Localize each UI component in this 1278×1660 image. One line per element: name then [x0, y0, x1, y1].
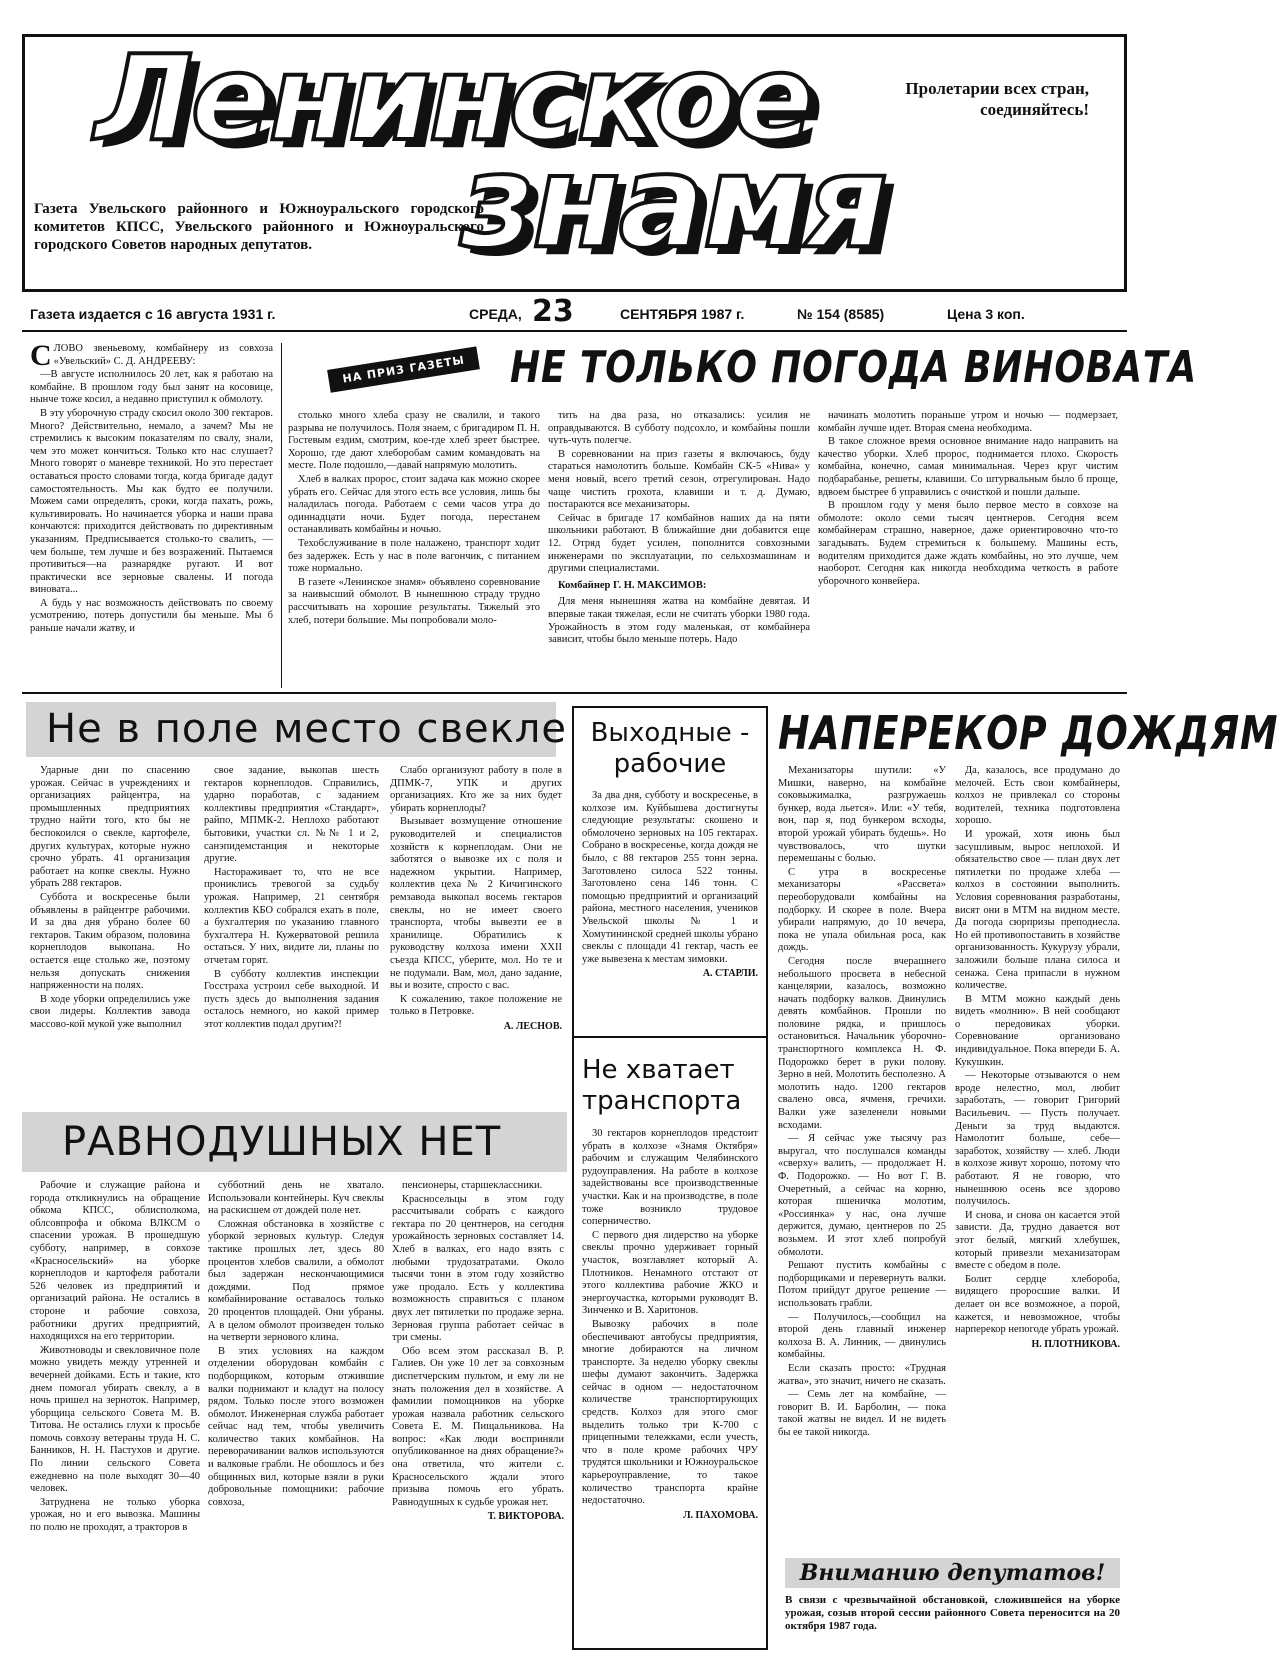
month-year: СЕНТЯБРЯ 1987 г. [620, 306, 745, 322]
paragraph: А будь у нас возможность действовать по своему усмотрению, потерь допустили бы меньше. Мы б раньше начали жатву, и [30, 597, 273, 635]
headline-beet-field: Не в поле место свекле [26, 702, 556, 757]
paragraph: — Семь лет на комбайне, — говорит В. И. Барболин, — пока такой жатвы не видел. И не видеть бы ее такой никогда. [778, 1389, 946, 1438]
paragraph: В ходе уборки определились уже свои лидеры. Коллектив завода массово-кой мукой уже выполнил [30, 993, 190, 1030]
paragraph: 30 гектаров корнеплодов предстоит убрать в колхозе «Знамя Октября» рабочим и служащим Челябинского рудоуправления. На работе в колхозе задействованы все производственные участки. Как и на производстве, в поле тоже возникло трудовое соперничество. [582, 1128, 758, 1228]
paragraph: Сегодня после вчерашнего небольшого просвета в небесной канцелярии, казалось, возможно начать подборку валков. Двинулись девять комбайнов. Прошли по половине рядка, и пришлось остановиться. Начальник уборочно-транспортного комплекса Н. Ф. Подорожко берет в руки полову. Зерно в ней. Молотить бесполезно. А молотить надо. 1200 гектаров свалено овса, ячменя, гречихи. Валки уже зазеленели новыми всходами. [778, 955, 946, 1131]
paragraph: Решают пустить комбайны с подборщиками и перевернуть валки. Потом прийдут другое решение — использовать грабли. [778, 1260, 946, 1309]
author-signature: Л. ПАХОМОВА. [683, 1509, 758, 1521]
paragraph: В соревновании на приз газеты я включаюсь, буду стараться намолотить больше. Комбайн СК-5 «Нива» у меня новый, всего третий сезон, отрегулирован. Надо чаще чистить грохота, клавиши и т. д. Думаю, постараются все механизаторы. [548, 448, 810, 511]
issue-number: № 154 (8585) [797, 306, 885, 322]
paragraph: Обо всем этом рассказал В. Р. Галиев. Он уже 10 лет за совхозным диспетчерским пультом, и ему ли не знать положения дел в хозяйстве. А фамилии помощников на уборке урожая назвала работник сельского Совета Е. М. Пищальникова. На вопрос: «Как люди восприняли опубликованное на днях обращение?» она ответила, что жители с. Красносельского ждали этого призыва помочь его убрать. Равнодушных к судьбе урожая нет. [392, 1345, 564, 1508]
paragraph: свое задание, выкопав шесть гектаров корнеплодов. Справились, ударно поработав, с заданием коллективы предприятия «Стандарт», райпо, МПМК-2. Неплохо работают бытовики, участки сл. №№ 1 и 2, санэпидемстанция и некоторые другие. [204, 765, 379, 865]
paragraph: Затруднена не только уборка урожая, но и его вывозка. Машины по полю не проходят, а тракторов в [30, 1496, 200, 1534]
article6-column-1 [778, 765, 946, 1633]
author-signature: Н. ПЛОТНИКОВА. [1031, 1338, 1120, 1350]
paragraph: Для меня нынешняя жатва на комбайне девятая. И впервые такая тяжелая, если не считать уборки 1980 года. Урожайность в этом году маленькая, от комбайнера зависит, чтобы было меньше потерь. Надо [548, 596, 810, 646]
article1-column-1 [30, 339, 273, 686]
headline-not-only-weather: НЕ ТОЛЬКО ПОГОДА ВИНОВАТА [510, 342, 1198, 393]
slogan: Пролетарии всех стран, соединяйтесь! [905, 79, 1089, 119]
paragraph: В МТМ можно каждый день видеть «молнию». В ней сообщают о передовиках уборки. Соревнование организовано индивидуальное. Пока впереди Б. А. Кукушкин. [955, 993, 1120, 1068]
prize-badge: НА ПРИЗ ГАЗЕТЫ [327, 346, 480, 392]
paragraph: В этих условиях на каждом отделении оборудован комбайн с подборщиком, которым отжившие валки поднимают и кладут на полосу рядом. Только после этого возможен обмолот. Инженерная служба работает сейчас над тем, чтобы увеличить количество таких комбайнов. На переворачивании валков используются и валковые грабли. Не обошлось и без общинных вил, которые взяли в руки добровольные помощники: рабочие совхоза, [208, 1345, 384, 1508]
paragraph: Вызывает возмущение отношение руководителей и специалистов хозяйств к корнеплодам. Они не заботятся о вывозке их с поля и надежном укрытии. Например, коллектив цеха № 2 Кичигинского ремзавода выкопал восемь гектаров свеклы, но не имеет своего транспорта, чтобы вывезти ее в хранилище. Обратились к руководству колхоза имени XXII съезда КПСС, уберите, мол. Но те и не подумали. Вам, мол, дано задание, вы и возите, спросто с вас. [390, 816, 562, 992]
paragraph: Сейчас в бригаде 17 комбайнов наших да на пяти школьники работают. В ближайшие дни добавится еще 12. Отряд будет усилен, пополнится совхозными инженерами по эксплуатации, по сельхозмашинам и другими специалистами. [548, 512, 810, 575]
article3-column-3 [392, 1180, 564, 1648]
paragraph: тить на два раза, но отказались: усилия не оправдываются. В субботу подсохло, и комбайны пошли чуть-чуть полегче. [548, 410, 810, 447]
paragraph: столько много хлеба сразу не свалили, и такого разрыва не получилось. Поля знаем, с бригадиром П. Н. Гостевым ездим, смотрим, кое-где хлеб зреет быстрее. Хорошо, где дают хлеборобам самим командовать на месте. Поле подошло,—давай напрямую молотить. [288, 410, 540, 472]
headline-no-transport: Не хватает транспорта [582, 1055, 742, 1116]
notice-text: В связи с чрезвычайной обстановкой, сложившейся на уборке урожая, созыв второй сессии районного Совета переносится на 20 октября 1987 года. [785, 1594, 1120, 1632]
article3-column-1 [30, 1180, 200, 1648]
article2-column-2 [204, 765, 379, 1105]
section-divider [22, 692, 1127, 694]
article1-intro: ЛОВО звеньевому, комбайнеру из совхоза «Увельский» С. Д. АНДРЕЕВУ: [53, 343, 273, 367]
publisher-info: Газета Увельского районного и Южноуральского городского комитетов КПСС, Увельского районного и Южноуральского городского Советов народных депутатов. [34, 201, 484, 253]
paragraph: — Я сейчас уже тысячу раз выругал, что послушался команды «сверху» валить, — продолжает Н. Ф. Подорожко. — Но вот Г. В. Очеретный, а сейчас на корню, которая пшеничка молотим, «Россиянка» у нас, она лучше держится, думаю, центнеров по 25 возьмем. И этот хлеб попробуй обмолоти. [778, 1133, 946, 1258]
price: Цена 3 коп. [947, 306, 1025, 322]
speaker-label: Комбайнер Г. Н. МАКСИМОВ: [558, 579, 707, 591]
article5-body [582, 1128, 758, 1644]
founded-date: Газета издается с 16 августа 1931 г. [30, 306, 276, 322]
paragraph: В субботу коллектив инспекции Госстраха устроил себе выходной. И пусть здесь до выполнения задания осталось немного, но какой пример этот коллектив подал другим?! [204, 968, 379, 1030]
article1-column-2 [288, 410, 540, 686]
paragraph: начинать молотить пораньше утром и ночью — подмерзает, комбайн лучше идет. Вторая смена необходима. [818, 410, 1118, 434]
paragraph: Красносельцы в этом году рассчитывали собрать с каждого гектара по 20 центнеров, на сегодня урожайность зерновых составляет 14. Хлеб в валках, его надо взять с любыми трудозатратами. Около тысячи тонн в этом году хозяйство уже продало. Есть у коллектива возможность справиться с планом двух лет пятилетки по продаже зерна. Зерновая группа работает сейчас в три смены. [392, 1193, 564, 1344]
article3-column-2 [208, 1180, 384, 1648]
article4-body [582, 790, 758, 1025]
paragraph: Суббота и воскресенье были объявлены в райцентре рабочими. И за два дня убрано более 60 гектаров. Таким образом, половина корнеплодов выкопана. Но остается еще столько же, поэтому нельзя допускать снижения напряженности на полях. [30, 891, 190, 992]
paragraph: И урожай, хотя июнь был засушливым, вырос неплохой. И обязательство свое — план двух лет пятилетки по продаже хлеба — колхоз в состоянии выполнить. Условия соревнования разработаны, висят они в МТМ на видном месте. Да погода сюрпризы преподнесла. Но ей противопоставить в хозяйстве организованность. Кукурузу убрали, заложили больше плана силоса и сенажа. Сена припасли в нужном количестве. [955, 828, 1120, 992]
drop-cap: С [30, 339, 52, 372]
paragraph: С утра в воскресенье механизаторы «Рассвета» переоборудовали комбайны на подборку. И скорее в поле. Вчера убирали напрямую, до 10 вечера, пока не упала обильная роса, как дождь. [778, 866, 946, 954]
paragraph: В прошлом году у меня было первое место в совхозе на обмолоте: около семи тысяч центнеров. Сегодня всем комбайнерам страшно, наверное, даже ориентировочно что-то загадывать. Будем стремиться к большему. Машины есть, водителям приходится даже ждать комбайны, но это лучше, чем наоборот. Сегодня как никогда необходима четкость в работе уборочного конвейера. [818, 500, 1118, 587]
paragraph: Сложная обстановка в хозяйстве с уборкой зерновых культур. Следуя тактике прошлых лет, здесь 80 процентов хлебов свалили, а обмолот был задержан нескончающимися дождями. Под прямое комбайнирование оставалось только 20 процентов площадей. Они убраны. А в целом обмолот произведен только на четверти зернового клина. [208, 1218, 384, 1344]
column-rule [281, 343, 282, 688]
paragraph: И снова, и снова он касается этой зависти. Да, трудно давается вот этот белый, мягкий хлебушек, который привезли механизаторам вместе с обедом в поле. [955, 1209, 1120, 1272]
paragraph: Ударные дни по спасению урожая. Сейчас в учреждениях и организациях райцентра, на промышленных предприятиях трудно найти того, кто бы не беспокоился о свекле, картофеле, других культурах, которые нужно срочно убрать. 41 организация работает на копке свеклы. Нужно убрать 288 гектаров. [30, 765, 190, 890]
paragraph: —В августе исполнилось 20 лет, как я работаю на комбайне. В прошлом году был занят на косовице, нынче тоже косил, а недавно приступил к обмолоту. [30, 369, 273, 406]
headline-despite-rains: НАПЕРЕКОР ДОЖДЯМ [778, 706, 1278, 760]
paragraph: Настораживает то, что не все прониклись тревогой за судьбу урожая. Например, 21 сентября коллектив КБО собрался ехать в поле, а бухгалтерия по указанию главного бухгалтера Н. Кужерватовой решила остаться. У них, видите ли, планы по отчетам горят. [204, 866, 379, 966]
paragraph: Вывозку рабочих в поле обеспечивают автобусы предприятия, многие добираются на личном транспорте. За неделю уборку свеклы шефы думают закончить. Задержка сейчас в одном — недостаточном количестве транспортирующих средств. Колхоз для этого смог выделить только три К-700 с прицепными тележками, если учесть, что в поле кроме рабочих ЧРУ трудятся школьники и Южноуральское карьероуправление, то такое количество транспорта крайне недостаточно. [582, 1318, 758, 1507]
author-signature: А. СТАРЛИ. [702, 968, 758, 980]
paragraph: — Получилось,—сообщил на второй день главный инженер колхоза В. А. Линник, — двинулись комбайны. [778, 1311, 946, 1361]
paragraph: Если сказать просто: «Трудная жатва», это значит, ничего не сказать. [778, 1362, 946, 1387]
weekday: СРЕДА, [469, 306, 522, 322]
paragraph: К сожалению, такое положение не только в Петровке. [390, 993, 562, 1018]
author-signature: Т. ВИКТОРОВА. [487, 1511, 564, 1523]
paragraph: Болит сердце хлебороба, видящего проросшие валки. И делает он все возможное, а порой, кажется, и невозможное, чтобы нарперекор непогоде убрать урожай. [955, 1273, 1120, 1336]
paragraph: В такое сложное время основное внимание надо направить на качество уборки. Хлеб пророс, поднимается плохо. Скорость комбайна, конечно, самая минимальная. Через круг чистим подбарабанье, решеты, клавиши. Со штурвальным было б проще, вдвоем быстрее б управились с очисткой и пошли дальше. [818, 436, 1118, 498]
author-signature: А. ЛЕСНОВ. [503, 1020, 562, 1032]
paragraph: В эту уборочную страду скосил около 300 гектаров. Много? Действительно, немало, а зачем? Мы не стремились к высоким показателям по свалу, знали, чем это может кончиться. Только кто нас слушает? Много говорят о маневре техникой. Но это перестает оставаться просто словами тогда, когда бригаде дадут самостоятельность. Мы как будто ее получили. Можем сами определять, сроки, когда пахать, рожь, культивировать. Но начинается уборка и наши права кончаются: приходится действовать по директивным указаниям. Предписывается столько-то свалить, — чем больше, тем лучше и без возражений. Пытаемся противиться—на разнарядке ругают. И вот практически все зерновые свалены. И погода виновата... [30, 407, 273, 596]
article1-column-3 [548, 410, 810, 686]
day-number: 23 [532, 294, 574, 329]
paragraph: Да, казалось, все продумано до мелочей. Есть свои комбайнеры, колхоз не привлекал со стороны водителей, техника подготовлена хорошо. [955, 765, 1120, 827]
newspaper-title-line2: знамя [460, 128, 886, 277]
headline-no-indifferent: РАВНОДУШНЫХ НЕТ [22, 1112, 567, 1172]
paragraph: С первого дня лидерство на уборке свеклы прочно удерживает горный участок, возглавляет который А. Плотников. Ненамного отстают от этого коллектива рабочие ЖКО и энергоучастка, которыми руководят В. Зинченко и В. Харитонов. [582, 1229, 758, 1317]
issue-info-bar [22, 294, 1127, 332]
paragraph: Слабо организуют работу в поле в ДПМК-7, УПК и других организациях. Кто же за них будет убирать корнеплоды? [390, 765, 562, 814]
paragraph: субботний день не хватало. Использовали контейнеры. Куч свеклы на раскисшем от дождей поле нет. [208, 1180, 384, 1217]
paragraph: Механизаторы шутили: «У Мишки, наверно, на комбайне соковыжималка, разгружаешь бункер, вода льется». Или: «У тебя, вон, пар я, под бункером всходы, второй урожай убирать будешь». Но чувствовалось, что шутки перемешаны с болью. [778, 765, 946, 865]
paragraph: Хлеб в валках пророс, стоит задача как можно скорее убрать его. Сейчас для этого есть все условия, лишь бы наладилась погода. Работаем с семи часов утра до одиннадцати ночи. Будет погода, перестанем останавливать комбайны и ночью. [288, 473, 540, 536]
paragraph: пенсионеры, старшеклассники. [402, 1180, 543, 1191]
paragraph: За два дня, субботу и воскресенье, в колхозе им. Куйбышева достигнуты следующие результаты: скошено и обмолочено зерновых на 105 гектарах. Собрано в воскресенье, когда дождя не было, с 88 гектаров 255 тонн зерна. Заготовлено силоса 522 тонны. Заготовлено сена 146 тонн. С помощью предприятий и организаций района, местного населения, учеников Увельской школы № 1 и Хомутининской средней школы убрано свеклы с площади 41 гектар, часть ее уже вывезена к местам зимовки. [582, 790, 758, 965]
paragraph: Животноводы и свекловичное поле можно увидеть между утренней и вечерней дойками. Есть и такие, кто днем помогал убирать свеклу, а в ночь пришел на зерноток. Например, уборщица сельского Совета М. В. Титова. Не остались глухи к просьбе помочь совхозу ветераны труда Н. С. Банников, Н. Н. Пастухов и другие. По линии сельского Совета ежедневно на поле выходят 30—40 человек. [30, 1344, 200, 1495]
article6-column-2 [955, 765, 1120, 1633]
headline-weekends-working: Выходные - рабочие [590, 718, 750, 779]
paragraph: Рабочие и служащие района и города откликнулись на обращение обкома КПСС, облисполкома, облсовпрофа и обкома ВЛКСМ о спасении урожая. В прошедшую субботу, например, в совхозе «Красносельский» на уборке корнеплодов и картофеля работали 526 человек из предприятий и организаций района. Не остались в стороне и рабочие совхоза, работники других предприятий, находящихся на его территории. [30, 1180, 200, 1343]
paragraph: — Некоторые отзываются о нем вроде нелестно, мол, любит заработать, — говорит Григорий Васильевич. — Пусть получает. Деньги за труд выдаются. Намолотит больше, себе—заработок, хозяйству — хлеб. Люди в колхозе живут хорошо, потому что работают. Я не говорю, что нынешнюю осень все здорово получилось. [955, 1070, 1120, 1208]
newspaper-title-line1: Ленинское [95, 29, 812, 167]
article2-column-1 [30, 765, 190, 1105]
paragraph: В газете «Ленинское знамя» объявлено соревнование за наивысший обмолот. В нынешнюю страду трудно рассчитывать на хорошие результаты. Тяжелый это хлеб, потери большие. Мы попробовали моло- [288, 576, 540, 626]
box-divider [574, 1036, 766, 1038]
notice-title: Вниманию депутатов! [785, 1558, 1120, 1588]
article2-column-3 [390, 765, 562, 1105]
article1-column-4 [818, 410, 1118, 686]
paragraph: Техобслуживание в поле налажено, транспорт ходит без задержек. Есть у нас в поле вагончик, с питанием тоже нормально. [288, 537, 540, 575]
